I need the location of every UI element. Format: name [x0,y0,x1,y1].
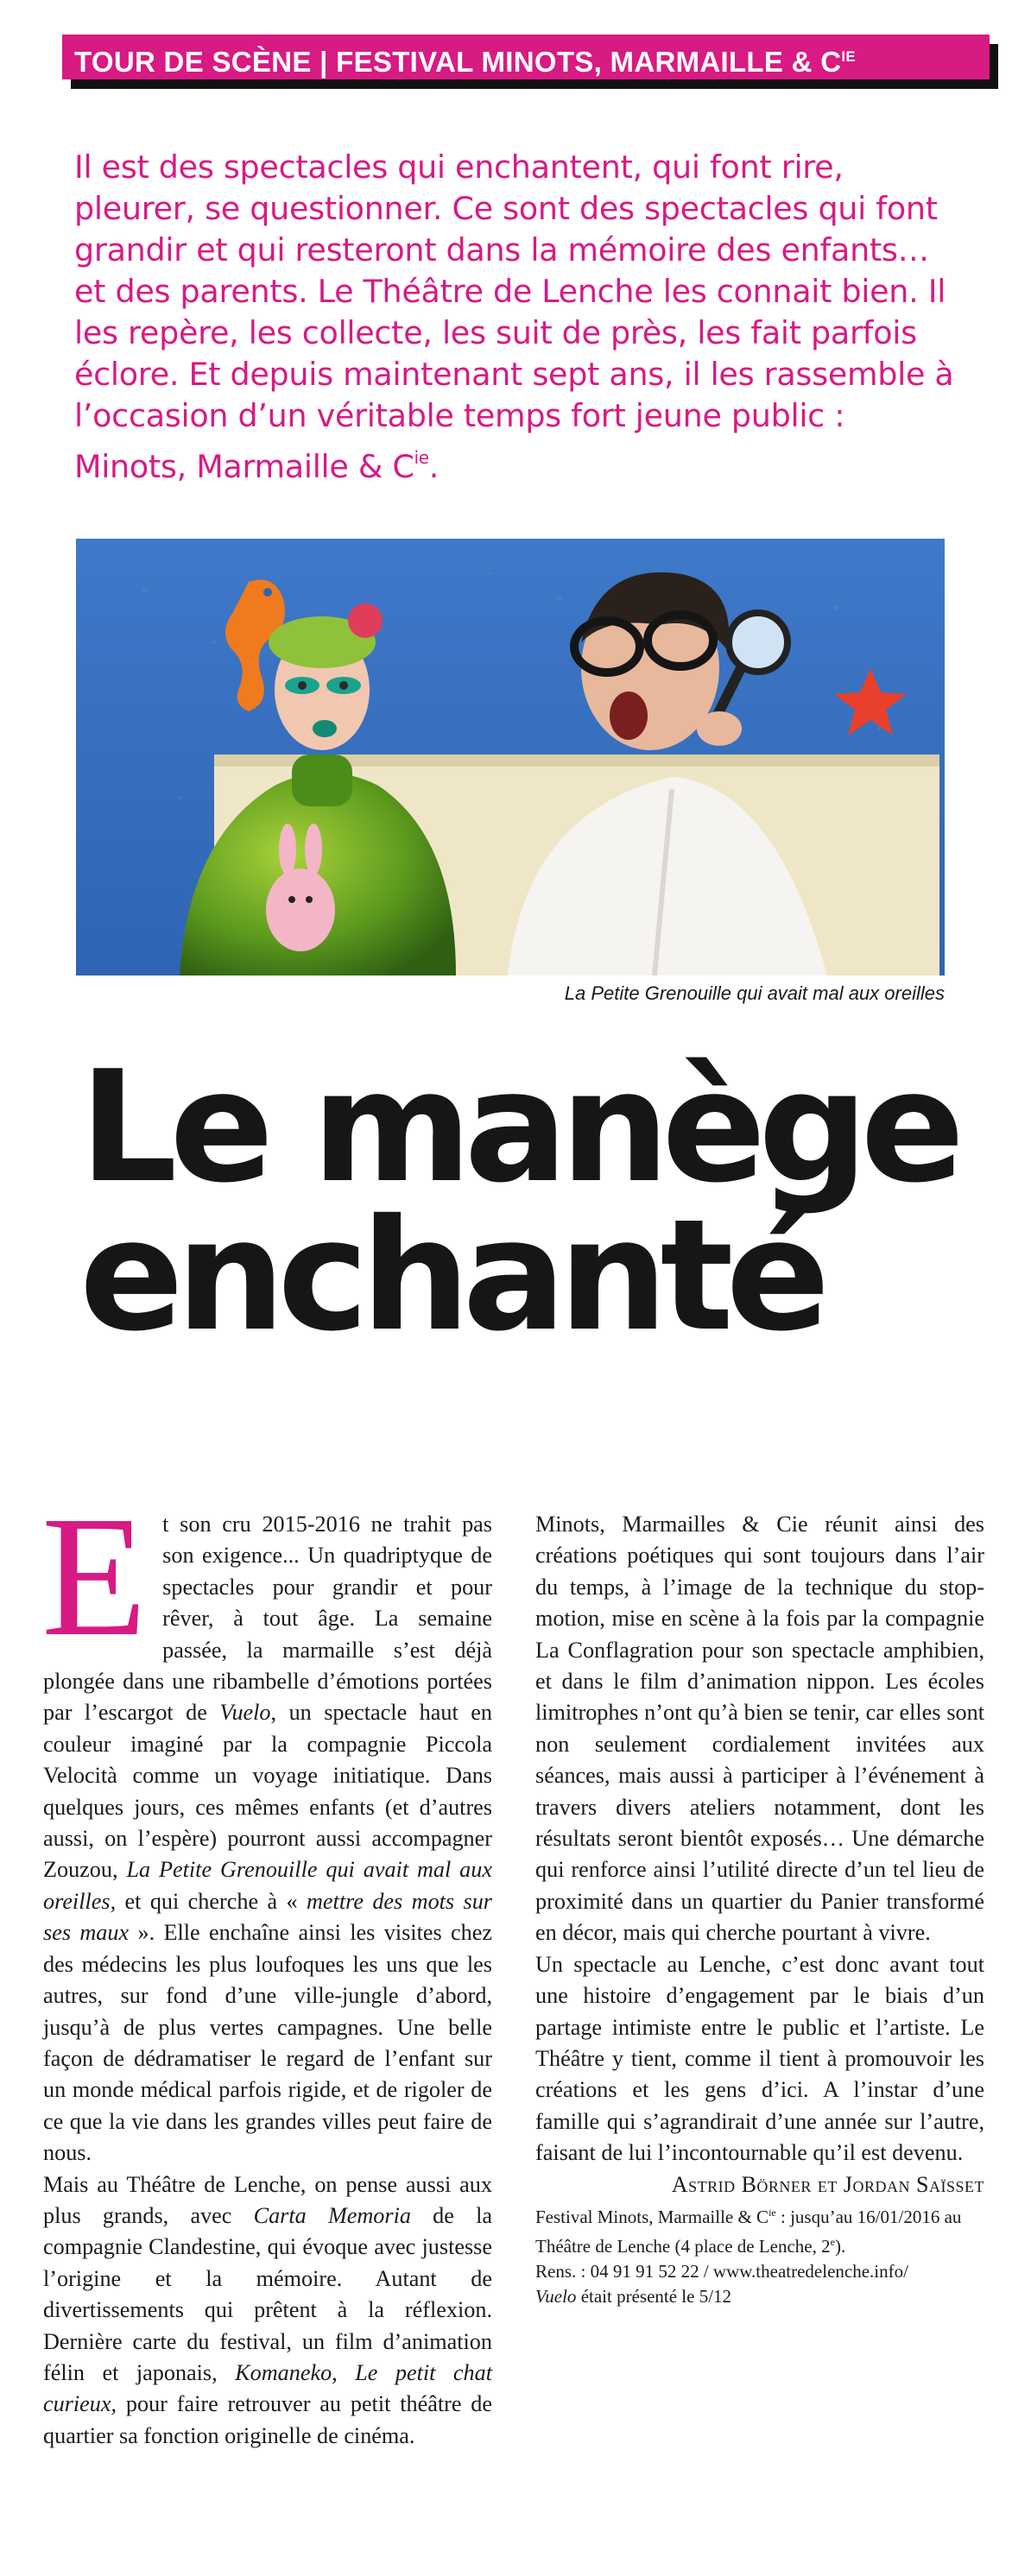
festival-info [535,2200,984,2284]
intro-paragraph [74,147,964,488]
info-text-c: ). [834,2235,846,2257]
p2-title-carta: Carta Memoria [253,2202,411,2228]
headline-line-2: enchanté [79,1186,823,1365]
p1-text-d: ». Elle enchaîne ainsi les visites chez des médecins les plus loufoques les uns que les autres, sur fond d’une ville-jungle d’abord, jusqu’à de plus vertes campagnes. Une belle façon de dédramatiser le regard de l’enfant sur un monde médical parfois rigide, et de rigoler de ce que la vie dans les grandes villes peut faire de nous. [43,1920,492,2166]
p1-text-b: , un spectacle haut en couleur imaginé par la compagnie Piccola Velocità comme un voyage initiatique. Dans quelques jours, ces mêmes enfants (et d’autres aussi, on l’espère) pourront aussi accompagner Zouzou, [43,1700,492,1883]
article-photo [76,539,945,975]
p2-text-b: de la compagnie Clandestine, qui évoque avec justesse l’origine et la mémoire. Autant de divertissements qui prêtent à la réflexion. Dernière carte du festival, un film d’animation félin et japonais, [43,2202,493,2385]
info-text-b: : jusqu’au 16/01/2016 au Théâtre de Lenche (4 place de Lenche, 2 [535,2206,962,2257]
article-paragraph-3: Minots, Marmailles & Cie réunit ainsi des créations poétiques qui sont toujours dans l’air du temps, à l’image de la technique du stop-motion, mise en scène à la fois par la compagnie La Conflagration pour son spectacle amphibien, et dans le film d’animation nippon. Les écoles limitrophes n’ont qu’à bien se tenir, car elles sont non seulement cordialement invitées aux séances, mais aussi à participer à l’événement à travers divers ateliers notamment, dont les résultats seront bientôt exposés… Une démarche qui renforce ainsi l’utilité directe d’un tel lieu de proximité dans un quartier du Panier transformé en décor, mais qui cherche pourtant à vivre. [535,1512,984,1946]
headline-line-1: Le manège [79,1038,958,1216]
p1-text-a: t son cru 2015-2016 ne trahit pas son exigence... Un quadriptyque de spectacles pour grandir et pour rêver, à tout âge. La semaine passée, la marmaille s’est déjà plongée dans une ribambelle d’émotions portées par l’escargot de [43,1512,492,1726]
intro-sup: ie [414,447,429,468]
intro-end: . [428,448,440,485]
headline [79,1038,1029,1365]
note-title: Vuelo [535,2285,577,2307]
banner-text: TOUR DE SCÈNE | FESTIVAL MINOTS, MARMAILLE & C [74,46,842,78]
section-banner [62,35,990,79]
article-paragraph-4: Un spectacle au Lenche, c’est donc avant tout une histoire d’engagement par le biais d’un partage intimiste entre le public et l’artiste. Le Théâtre y tient, comme il tient à promouvoir les créations et les gens d’ici. A l’instar d’une famille qui s’agrandirait d’une année sur l’autre, faisant de lui l’incontournable qu’il est devenu. [535,1951,984,2166]
p2-title-komaneko: Komaneko, Le petit chat curieux, [43,2359,492,2417]
intro-text: Il est des spectacles qui enchantent, qui font rire, pleurer, se questionner. Ce sont des spectacles qui font grandir et qui resteront dans la mémoire des enfants… et des parents. Le Théâtre de Lenche les connait bien. Il les repère, les collecte, les suit de près, les fait parfois éclore. Et depuis maintenant sept ans, il les rassemble à l’occasion d’un véritable temps fort jeune public : Minots, Marmaille & C [74,148,954,485]
info-contact: Rens. : 04 91 91 52 22 / www.theatredelenche.info/ [535,2260,908,2282]
author-signature: Astrid Börner et Jordan Saïsset [671,2171,984,2197]
drop-cap: E [41,1481,148,1672]
stage-photo-illustration [76,539,945,975]
info-text-a: Festival Minots, Marmaille & C [535,2206,769,2227]
article-column-right [535,1509,984,2309]
vuelo-note [535,2284,984,2309]
p1-title-grenouille: La Petite Grenouille qui avait mal aux oreilles, [43,1857,492,1914]
info-sup-2: e [830,2235,835,2248]
p1-title-vuelo: Vuelo [219,1700,271,1726]
p2-text-a: Mais au Théâtre de Lenche, on pense aussi aux plus grands, avec [43,2171,492,2228]
note-text: était présenté le 5/12 [576,2285,732,2307]
banner-sup: IE [841,48,857,65]
p1-quote: mettre des mots sur ses maux [43,1888,492,1946]
p2-text-c: pour faire retrouver au petit théâtre de quartier sa fonction originelle de cinéma. [43,2391,492,2448]
photo-caption: La Petite Grenouille qui avait mal aux oreilles [564,982,945,1004]
article-paragraph-1 [41,1481,492,2169]
article-column-left [41,1481,493,2452]
info-sup: ie [769,2206,776,2219]
p1-text-c: et qui cherche à « [116,1888,307,1914]
article-paragraph-2 [43,2169,492,2453]
